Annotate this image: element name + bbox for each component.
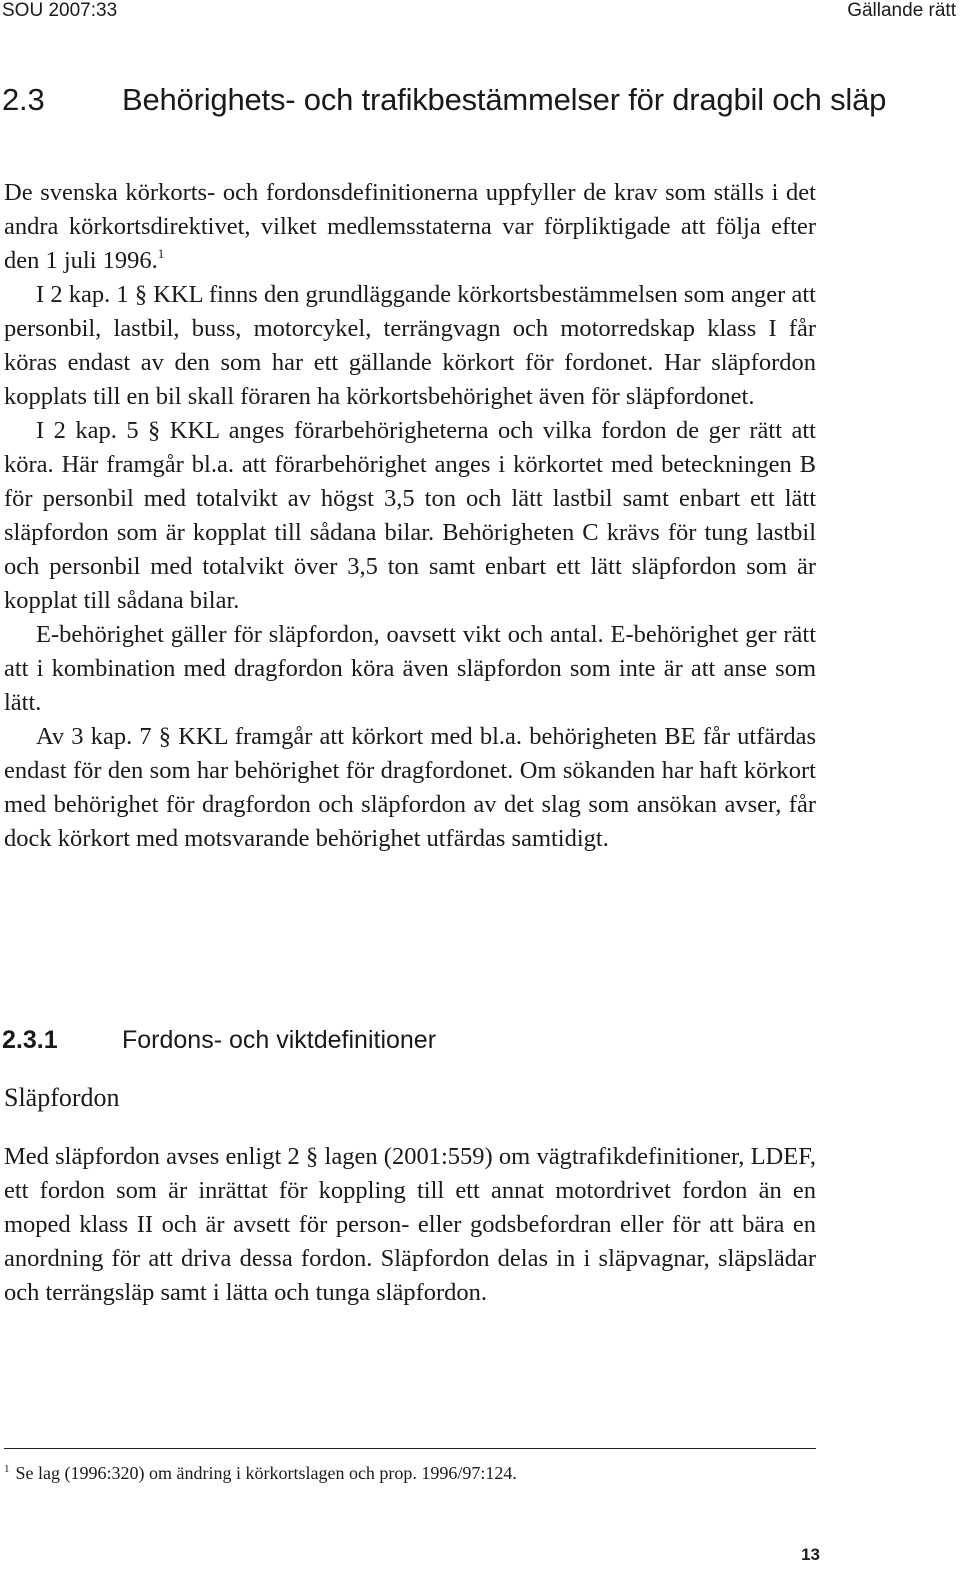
subsection-number: 2.3.1 [2,1026,58,1054]
subsection-title: Fordons- och viktdefinitioner [122,1026,437,1054]
section-heading [2,82,942,118]
section-number: 2.3 [2,82,45,117]
chapter-title: Gällande rätt [847,0,956,21]
paragraph: Av 3 kap. 7 § KKL framgår att körkort med bl.a. behörigheten BE får utfärdas endast för den som har behörighet för dragfordonet. Om sökanden har haft körkort med behörighet för dragfordon och släpfordon av det slag som ansökan avser, får dock körkort med motsvarande behörighet utfärdas samtidigt. [4,723,816,852]
term-heading: Släpfordon [4,1083,120,1112]
paragraph: I 2 kap. 5 § KKL anges förarbehörigheterna och vilka fordon de ger rätt att köra. Här framgår bl.a. att förarbehörighet anges i körkortet med beteckningen B för personbil med totalvikt av högst 3,5 ton och lätt lastbil samt enbart ett lätt släpfordon som är kopplat till sådana bilar. Behörigheten C krävs för tung lastbil och personbil med totalvikt över 3,5 ton samt enbart ett lätt släpfordon som är kopplat till sådana bilar. [4,417,816,614]
section-body [4,176,816,856]
paragraph [4,176,816,278]
page-number: 13 [801,1545,820,1564]
report-id: SOU 2007:33 [2,0,118,21]
subsection-body [4,1140,816,1310]
paragraph: Med släpfordon avses enligt 2 § lagen (2001:559) om vägtrafikdefinitioner, LDEF, ett fordon som är inrättat för koppling till ett annat motordrivet fordon än en moped klass II och är avsett för person- eller godsbefordran eller för att bära en anordning för att driva dessa fordon. Släpfordon delas in i släpvagnar, släpslädar och terrängsläp samt i lätta och tunga släpfordon. [4,1143,816,1306]
footnote-marker: 1 [4,1463,10,1475]
footnote-text: Se lag (1996:320) om ändring i körkortslagen och prop. 1996/97:124. [15,1463,517,1483]
paragraph: I 2 kap. 1 § KKL finns den grundläggande körkortsbestämmelsen som anger att personbil, lastbil, buss, motorcykel, terrängvagn och motorredskap klass I får köras endast av den som har ett gällande körkort för fordonet. Har släpfordon kopplats till en bil skall föraren ha körkortsbehörighet även för släpfordonet. [4,281,816,410]
paragraph-text: De svenska körkorts- och fordonsdefinitionerna uppfyller de krav som ställs i det andra körkortsdirektivet, vilket medlemsstaterna var förpliktigade att följa efter den 1 juli 1996. [4,179,816,274]
footnote [4,1461,517,1485]
running-header [0,0,960,24]
section-title: Behörighets- och trafikbestämmelser för dragbil och släp [122,82,887,117]
footnote-reference: 1 [157,246,165,261]
paragraph: E-behörighet gäller för släpfordon, oavsett vikt och antal. E-behörighet ger rätt att i kombination med dragfordon köra även släpfordon som inte är att anse som lätt. [4,621,816,716]
footnote-divider [4,1448,816,1449]
